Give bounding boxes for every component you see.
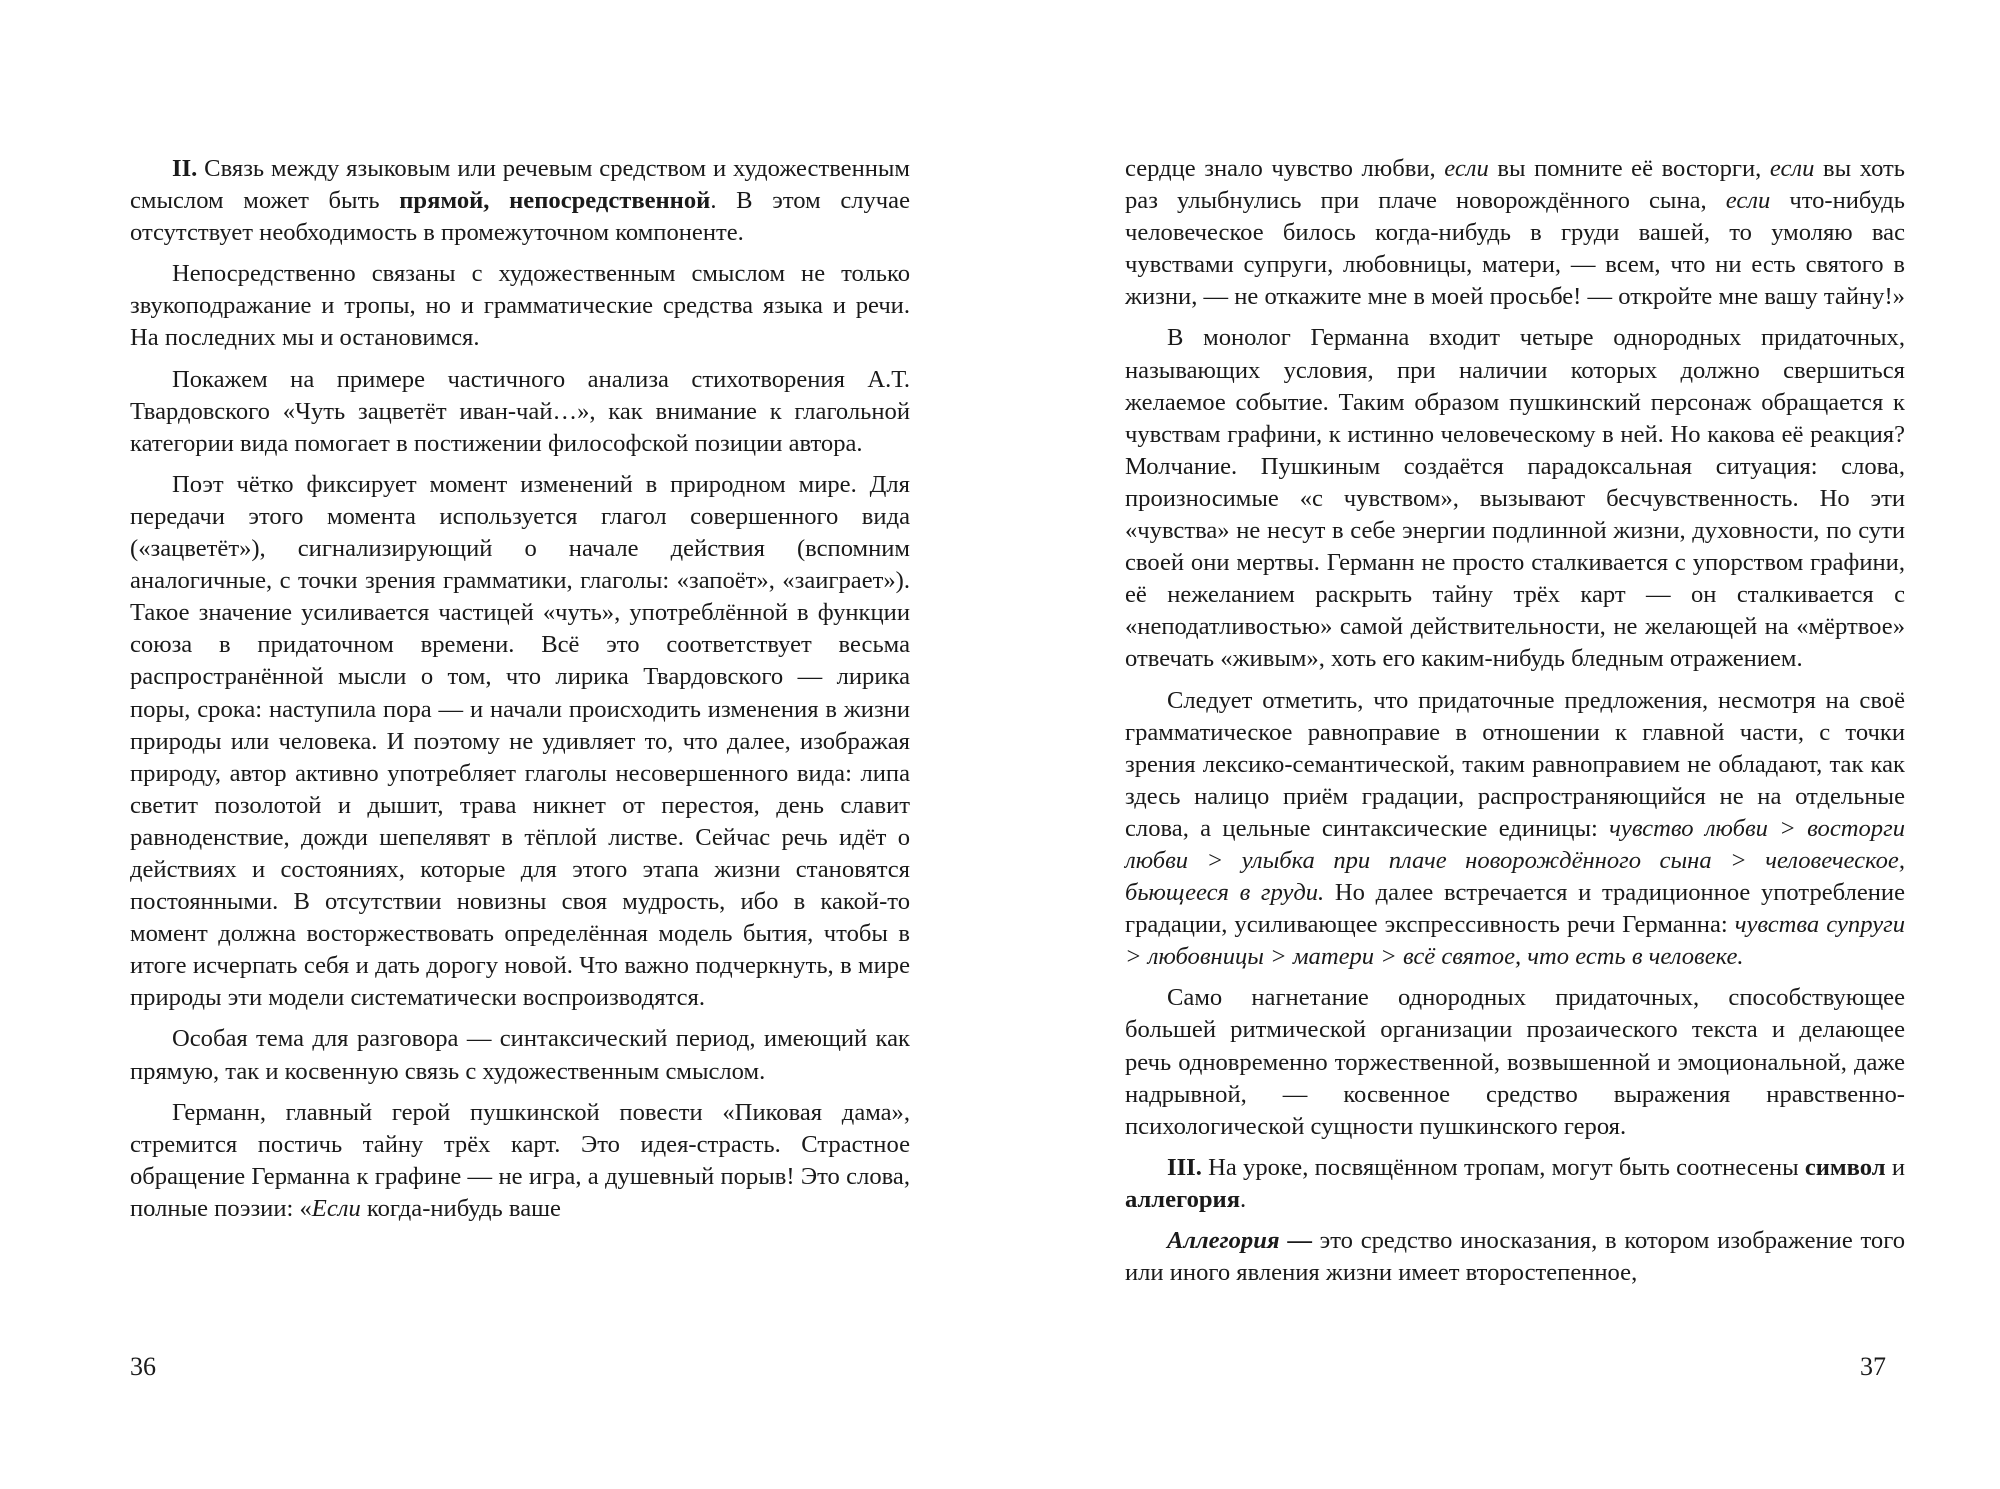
text-run: Покажем на примере частичного анализа стихотворения А.Т. Твардовского «Чуть зацветёт иван-чай…», как внимание к глагольной категории вида помогает в постижении философской позиции автора. (130, 365, 910, 457)
italic-text: Если (311, 1194, 361, 1222)
paragraph (130, 364, 910, 460)
bold-italic-text: Аллегория (1167, 1227, 1280, 1254)
paragraph (130, 1097, 910, 1225)
right-page-number: 37 (1860, 1352, 1886, 1381)
italic-text: чувство любви > восторги любви > улыбка при плаче новорождённого сына > человеческое, бьющееся в груди. (1125, 814, 1905, 907)
italic-text: если (1769, 155, 1815, 182)
left-page-text (130, 153, 910, 1225)
text-run: . В этом случае отсутствует необходимость в промежуточном компоненте. (130, 187, 911, 247)
bold-text: прямой, непосредственной (399, 187, 711, 215)
text-run: это средство иносказания, в котором изображение того или иного явления жизни имеет второстепенное, (1125, 1227, 1905, 1287)
bold-text: символ (1804, 1153, 1886, 1181)
text-run: В монолог Германна входит четыре однородных придаточных, называющих условия, при наличии которых должно свершиться желаемое событие. Таким образом пушкинский персонаж обращается к чувствам графини, к истинно человеческому в ней. Но какова её реакция? Молчание. Пушкиным создаётся парадоксальная ситуация: слова, произносимые «с чувством», вызывают бесчувственность. Но эти «чувства» не несут в себе энергии подлинной жизни, духовности, по сути своей они мертвы. Германн не просто сталкивается с упорством графини, её нежеланием раскрыть тайну трёх карт — он сталкивается с «неподатливостью» самой действительности, не желающей на «мёртвое» отвечать «живым», хоть его каким-нибудь бледным отражением. (1125, 324, 1905, 673)
paragraph (130, 469, 910, 1015)
text-run: Связь между языковым или речевым средством и художественным смыслом может быть (130, 155, 910, 215)
bold-text: III. (1167, 1153, 1202, 1181)
paragraph (1125, 982, 1905, 1142)
paragraph (1125, 1152, 1905, 1216)
text-run: На уроке, посвящённом тропам, могут быть соотнесены (1201, 1153, 1805, 1181)
left-page-number: 36 (130, 1352, 156, 1381)
text-run: Особая тема для разговора — синтаксический период, имеющий как прямую, так и косвенную связь с художественным смыслом. (130, 1025, 910, 1085)
text-run: вы помните её восторги, (1488, 155, 1770, 182)
text-run: Само нагнетание однородных придаточных, способствующее большей ритмической организации прозаического текста и делающее речь одновременно торжественной, возвышенной и эмоциональной, даже надрывной, — косвенное средство выражения нравственно-психологической сущности пушкинского героя. (1125, 984, 1905, 1140)
text-run: Непосредственно связаны с художественным смыслом не только звукоподражание и тропы, но и грамматические средства языка и речи. На последних мы и остановимся. (130, 260, 910, 352)
text-run: вы хоть раз улыбнулись при плаче новорождённого сына, (1125, 155, 1906, 215)
text-run: сердце знало чувство любви, (1125, 155, 1445, 182)
paragraph (130, 153, 910, 249)
text-run: и (1885, 1153, 1905, 1181)
text-run: . (1240, 1185, 1247, 1213)
italic-text: чувства супруги > любовницы > матери > всё святое, что есть в человеке. (1125, 911, 1906, 971)
paragraph (1125, 1225, 1905, 1289)
text-run: Поэт чётко фиксирует момент изменений в природном мире. Для передачи этого момента используется глагол совершенного вида («зацветёт»), сигнализирующий о начале действия (вспомним аналогичные, с точки зрения грамматики, глаголы: «запоёт», «заиграет»). Такое значение усиливается частицей «чуть», употреблённой в функции союза в придаточном времени. Всё это соответствует весьма распространённой мысли о том, что лирика Твардовского — лирика поры, срока: наступила пора — и начали происходить изменения в жизни природы или человека. И поэтому не удивляет то, что далее, изображая природу, автор активно употребляет глаголы несовершенного вида: липа светит позолотой и дышит, трава никнет от перестоя, день славит равноденствие, дожди шепелявят в тёплой листве. Сейчас речь идёт о действиях и состояниях, которые для этого этапа жизни становятся постоянными. В отсутствии новизны своя мудрость, ибо в какой-то момент должна восторжествовать определённая модель бытия, чтобы в итоге исчерпать себя и дать дорогу новой. Что важно подчеркнуть, в мире природы эти модели систематически воспроизводятся. (130, 470, 910, 1012)
bold-text: — (1279, 1227, 1312, 1254)
bold-text: II. (172, 155, 198, 182)
text-run: Германн, главный герой пушкинской повести «Пиковая дама», стремится постичь тайну трёх карт. Это идея-страсть. Страстное обращение Германна к графине — не игра, а душевный порыв! Это слова, полные поэзии: « (130, 1098, 910, 1222)
bold-text: аллегория (1125, 1185, 1241, 1213)
paragraph (1125, 322, 1905, 675)
italic-text: если (1444, 155, 1489, 182)
paragraph (130, 258, 910, 354)
text-run: Но далее встречается и традиционное употребление градации, усиливающее экспрессивность речи Германна: (1125, 879, 1905, 939)
right-page-text (1125, 153, 1905, 1289)
paragraph (130, 1023, 910, 1087)
text-run: когда-нибудь ваше (360, 1194, 561, 1222)
text-run: Следует отметить, что придаточные предложения, несмотря на своё грамматическое равноправие в отношении к главной части, с точки зрения лексико-семантической, таким равноправием не обладают, так как здесь налицо приём градации, распространяющийся не на отдельные слова, а цельные синтаксические единицы: (1125, 686, 1905, 842)
paragraph (1125, 685, 1905, 974)
paragraph (1125, 153, 1905, 313)
text-run: что-нибудь человеческое билось когда-нибудь в груди вашей, то умоляю вас чувствами супруги, любовницы, матери, — всем, что ни есть святого в жизни, — не откажите мне в моей просьбе! — откройте мне вашу тайну!» (1125, 187, 1905, 311)
italic-text: если (1725, 187, 1771, 215)
